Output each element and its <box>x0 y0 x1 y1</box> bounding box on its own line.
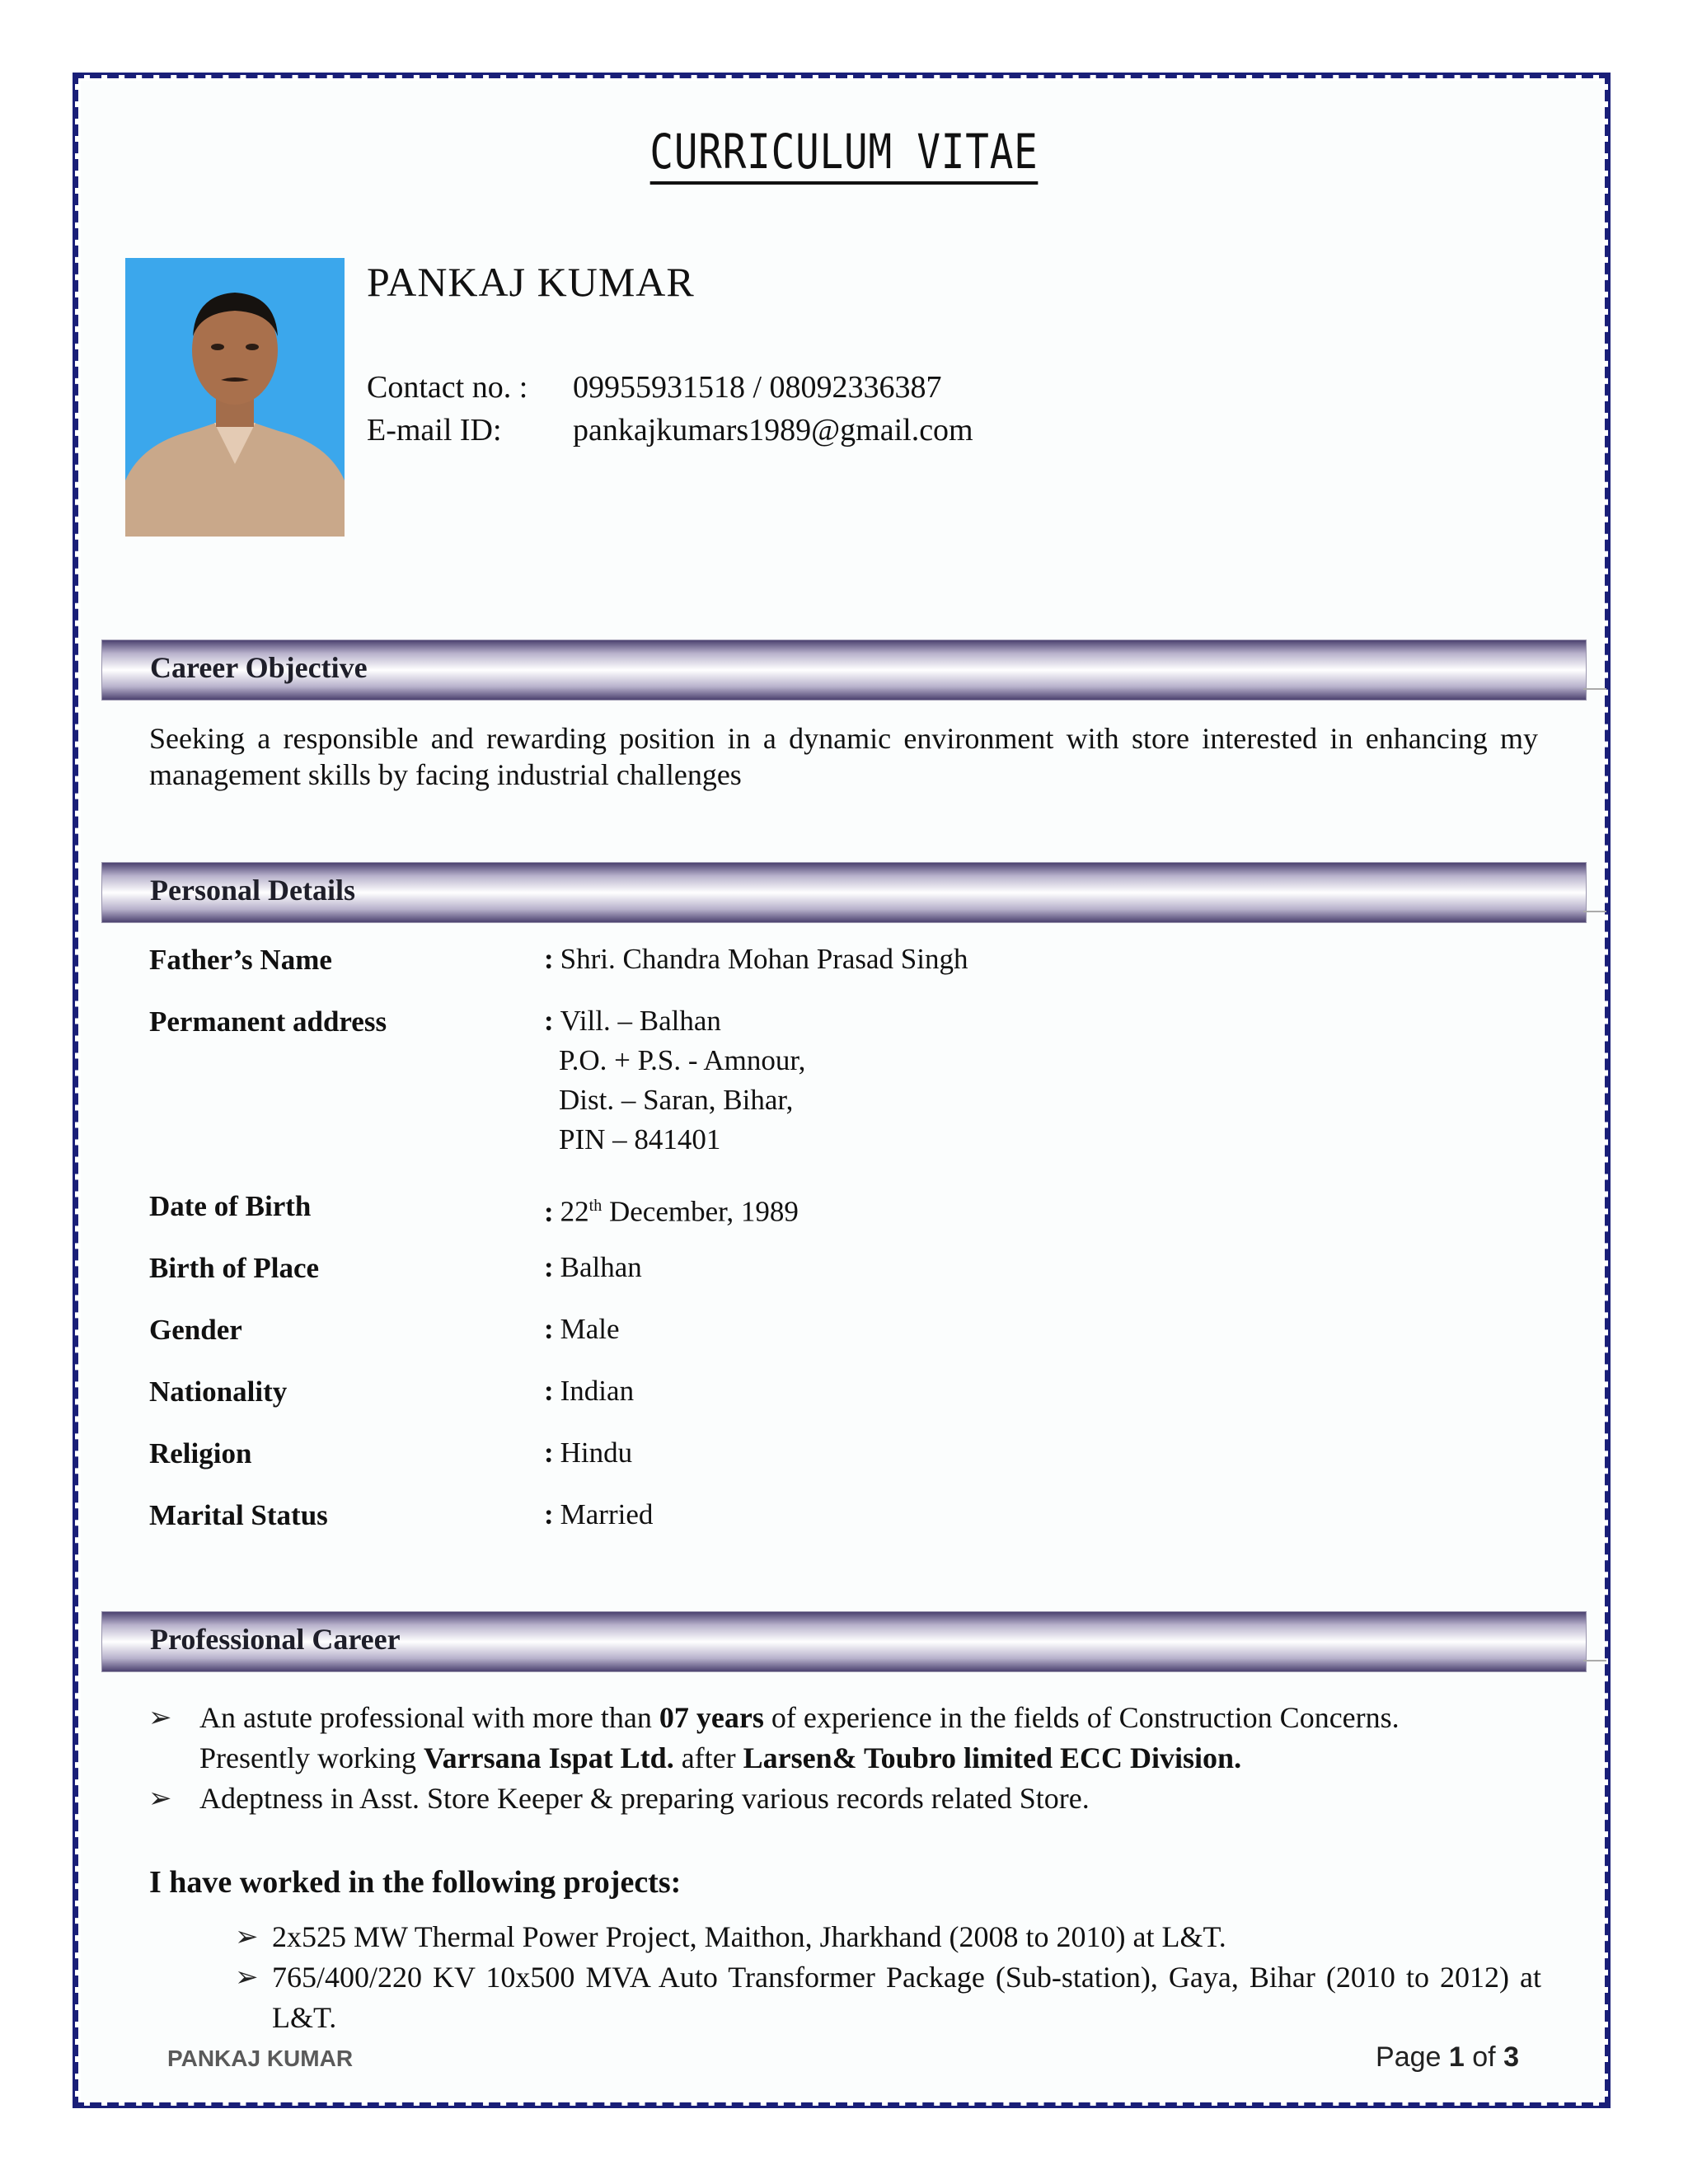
section-heading: Professional Career <box>150 1623 401 1656</box>
gender-value: : Male <box>544 1313 620 1345</box>
professional-career-header <box>101 1611 1587 1672</box>
address-label: Permanent address <box>149 1005 387 1038</box>
arrow-bullet-icon: ➢ <box>148 1703 172 1733</box>
career-objective-text: Seeking a responsible and rewarding position in a dynamic environment with store interested in enhancing my management skills by facing industrial challenges <box>149 722 1538 791</box>
list-item: ➢ 2x525 MW Thermal Power Project, Maithon, Jharkhand (2008 to 2010) at L&T. <box>235 1917 1541 1957</box>
project-list <box>235 1917 1541 2038</box>
marital-status-label: Marital Status <box>149 1499 328 1531</box>
nationality-label: Nationality <box>149 1376 288 1408</box>
dob-value: : 22th December, 1989 <box>544 1195 799 1228</box>
list-item: ➢ Adeptness in Asst. Store Keeper & preparing various records related Store. <box>148 1779 1550 1819</box>
contact-email-value[interactable]: pankajkumars1989@gmail.com <box>573 413 973 448</box>
dob-label: Date of Birth <box>149 1190 312 1222</box>
candidate-name: PANKAJ KUMAR <box>367 259 695 305</box>
list-item: ➢ An astute professional with more than 07 years of experience in the fields of Construction Concerns. Presently working Varrsana Ispat Ltd. after Larsen& Toubro limited ECC Division. <box>148 1698 1550 1779</box>
address-value: : Vill. – Balhan P.O. + P.S. - Amnour, Dist. – Saran, Bihar, PIN – 841401 <box>544 1005 806 1155</box>
contact-phone-value: 09955931518 / 08092336387 <box>573 370 942 405</box>
birth-place-value: : Balhan <box>544 1251 642 1283</box>
contact-email-label: E-mail ID: <box>367 413 502 448</box>
profile-photo <box>125 258 345 537</box>
religion-value: : Hindu <box>544 1436 633 1469</box>
personal-details-header <box>101 862 1587 923</box>
fathers-name-label: Father’s Name <box>149 944 332 976</box>
nationality-value: : Indian <box>544 1375 635 1407</box>
fathers-name-value: : Shri. Chandra Mohan Prasad Singh <box>544 943 968 975</box>
birth-place-label: Birth of Place <box>149 1252 320 1284</box>
list-item: ➢ 765/400/220 KV 10x500 MVA Auto Transformer Package (Sub-station), Gaya, Bihar (2010 to 2012) at L&T. <box>235 1957 1541 2038</box>
marital-status-value: : Married <box>544 1498 654 1530</box>
contact-email-row <box>367 412 973 448</box>
career-bullet-list <box>148 1698 1550 1819</box>
projects-heading: I have worked in the following projects: <box>149 1865 682 1900</box>
arrow-bullet-icon: ➢ <box>235 1922 259 1952</box>
arrow-bullet-icon: ➢ <box>235 1962 259 1993</box>
career-objective-header <box>101 640 1587 701</box>
document-title: CURRICULUM VITAE <box>152 124 1536 180</box>
section-heading: Personal Details <box>150 874 355 907</box>
arrow-bullet-icon: ➢ <box>148 1783 172 1814</box>
contact-phone-label: Contact no. : <box>367 370 528 405</box>
religion-label: Religion <box>149 1437 252 1469</box>
section-heading: Career Objective <box>150 651 368 684</box>
gender-label: Gender <box>149 1314 242 1346</box>
page-number: Page 1 of 3 <box>1376 2041 1519 2073</box>
footer-name: PANKAJ KUMAR <box>167 2046 354 2071</box>
contact-phone-row <box>367 369 942 405</box>
